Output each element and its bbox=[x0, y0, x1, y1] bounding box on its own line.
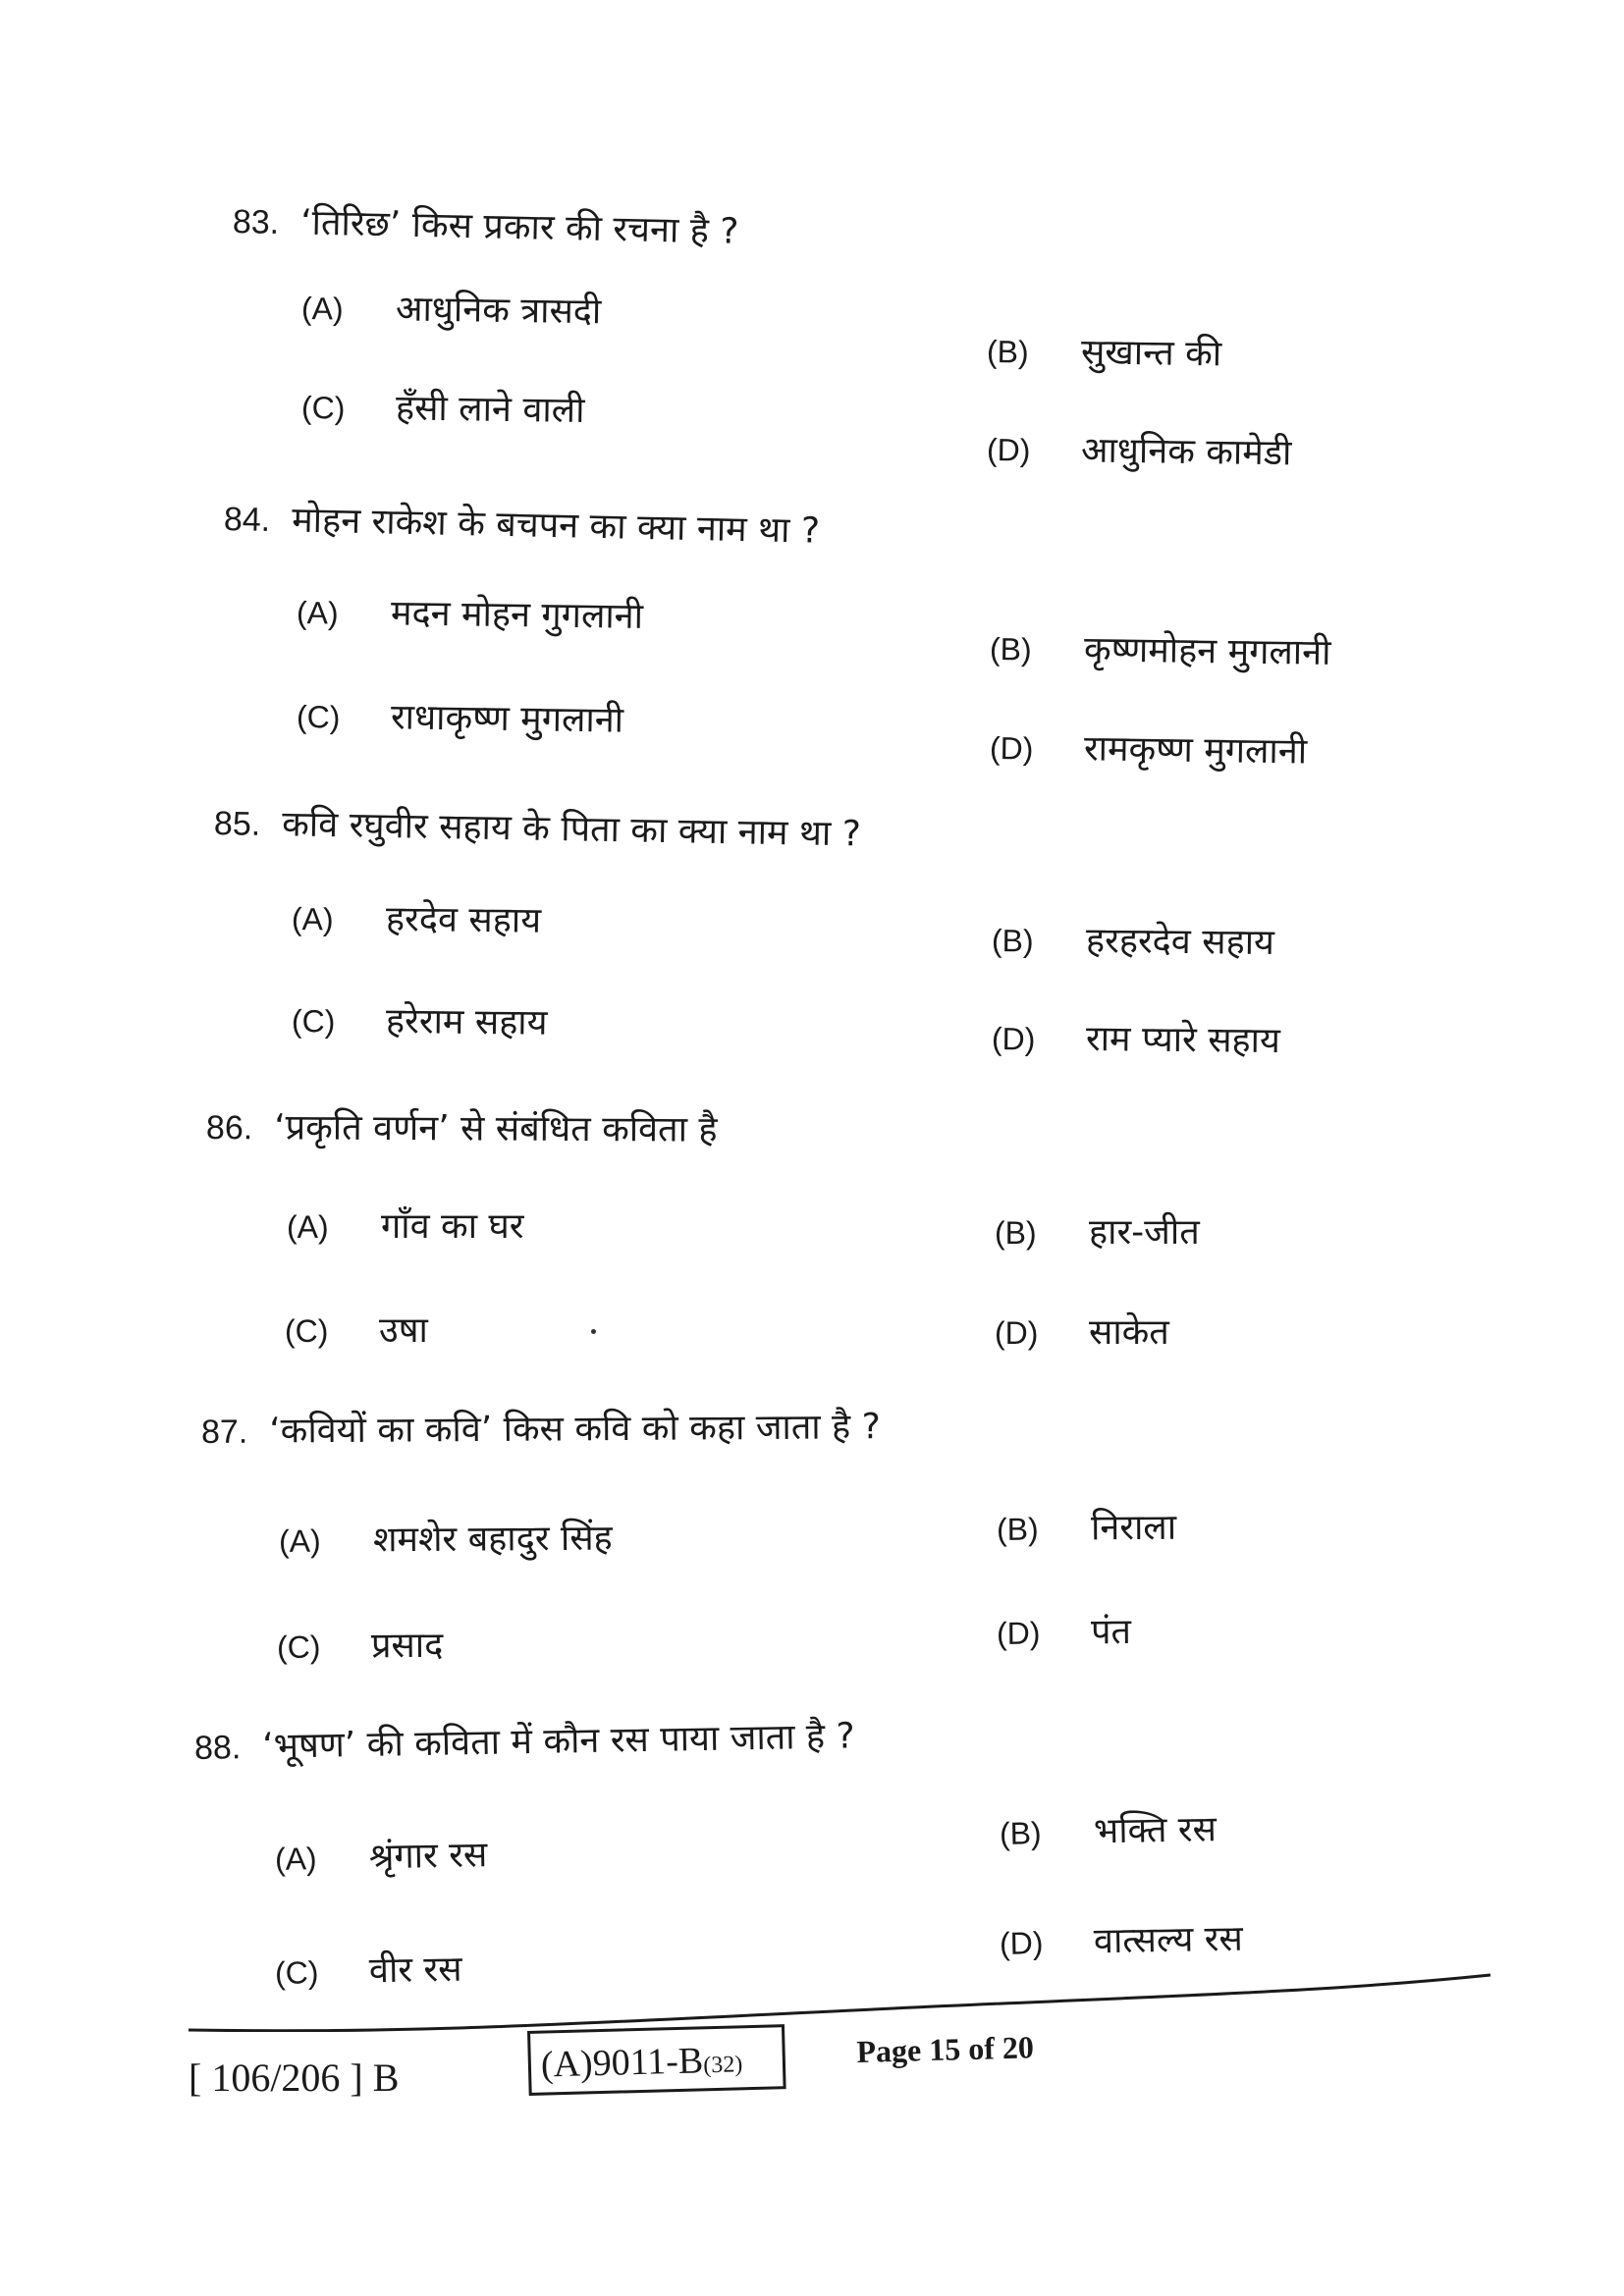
option-label: (B) bbox=[986, 334, 1029, 370]
option-text: हरेराम सहाय bbox=[385, 1001, 548, 1043]
option-text: आधुनिक कामेडी bbox=[1080, 430, 1292, 474]
booklet-code-sub: (32) bbox=[702, 2052, 743, 2079]
question-stem bbox=[194, 1716, 855, 1766]
option-text: मदन मोहन गुगलानी bbox=[390, 593, 644, 637]
option-text: गाँव का घर bbox=[381, 1206, 524, 1247]
booklet-code-box bbox=[527, 2024, 786, 2096]
question-text: कवि रघुवीर सहाय के पिता का क्या नाम था ? bbox=[281, 804, 862, 855]
question-number: 87. bbox=[200, 1413, 248, 1451]
option-label: (A) bbox=[300, 291, 344, 327]
option-text: वीर रस bbox=[368, 1949, 462, 1992]
question-text: ‘प्रकृति वर्णन’ से संबंधित कविता है bbox=[274, 1107, 718, 1150]
option-label: (A) bbox=[296, 595, 339, 631]
option-text: शमशेर बहादुर सिंह bbox=[372, 1518, 613, 1561]
option-a bbox=[292, 901, 541, 939]
option-text: श्रृंगार रस bbox=[368, 1835, 488, 1878]
option-c bbox=[300, 388, 585, 432]
option-text: पंत bbox=[1090, 1612, 1132, 1653]
option-label: (B) bbox=[996, 1511, 1039, 1547]
option-b bbox=[986, 332, 1222, 375]
option-text: हरहरदेव सहाय bbox=[1085, 921, 1275, 964]
option-label: (C) bbox=[276, 1629, 321, 1665]
option-text: उषा bbox=[379, 1310, 428, 1351]
option-label: (C) bbox=[285, 1313, 329, 1349]
option-label: (A) bbox=[278, 1522, 321, 1559]
option-d bbox=[986, 430, 1292, 474]
option-label: (B) bbox=[989, 631, 1032, 667]
option-b bbox=[990, 631, 1331, 671]
option-label: (B) bbox=[999, 1815, 1042, 1851]
option-label: (D) bbox=[999, 1925, 1044, 1961]
option-text: हरदेव सहाय bbox=[385, 899, 542, 941]
option-label: (C) bbox=[296, 699, 341, 735]
option-text: प्रसाद bbox=[370, 1625, 444, 1667]
booklet-code bbox=[540, 2038, 742, 2086]
option-text: आधुनिक त्रासदी bbox=[395, 289, 602, 333]
option-a bbox=[300, 289, 602, 333]
option-text: हार-जीत bbox=[1089, 1212, 1200, 1253]
option-a bbox=[297, 595, 643, 635]
option-text: रामकृष्ण मुगलानी bbox=[1083, 728, 1308, 773]
option-text: साकेत bbox=[1089, 1312, 1169, 1353]
option-label: (C) bbox=[291, 1003, 336, 1040]
option-label: (C) bbox=[300, 390, 346, 426]
question-number: 85. bbox=[213, 805, 261, 843]
option-label: (B) bbox=[991, 923, 1034, 959]
option-label: (D) bbox=[996, 1615, 1041, 1651]
option-d bbox=[996, 1612, 1132, 1653]
question-text: मोहन राकेश के बचपन का क्या नाम था ? bbox=[291, 500, 821, 552]
option-text: सुखान्त की bbox=[1080, 332, 1222, 375]
option-label: (D) bbox=[991, 1021, 1036, 1057]
question-number: 88. bbox=[193, 1729, 242, 1767]
option-label: (A) bbox=[274, 1841, 317, 1877]
question-number: 86. bbox=[205, 1109, 253, 1148]
option-c bbox=[297, 699, 624, 739]
option-c bbox=[276, 1625, 444, 1667]
option-text: निराला bbox=[1090, 1507, 1177, 1549]
question-stem bbox=[224, 499, 821, 550]
option-b bbox=[991, 921, 1275, 964]
option-text: राधाकृष्ण मुगलानी bbox=[390, 697, 624, 741]
option-b bbox=[995, 1212, 1200, 1253]
option-d bbox=[995, 1312, 1169, 1353]
option-text: कृष्णमोहन मुगलानी bbox=[1083, 629, 1331, 673]
footer-divider bbox=[187, 1973, 1492, 2032]
option-text: हँसी लाने वाली bbox=[395, 388, 585, 432]
question-number: 83. bbox=[232, 203, 280, 241]
option-d bbox=[991, 1019, 1281, 1062]
option-c bbox=[285, 1310, 428, 1351]
option-label: (B) bbox=[995, 1215, 1037, 1251]
question-stem bbox=[233, 201, 739, 250]
option-a bbox=[278, 1518, 613, 1561]
paper-code: [ 106/206 ] B bbox=[189, 2056, 400, 2100]
option-a bbox=[287, 1206, 524, 1247]
option-label: (D) bbox=[986, 432, 1031, 468]
scan-speck bbox=[591, 1329, 596, 1334]
question-stem bbox=[206, 1107, 718, 1148]
question-text: ‘कवियों का कवि’ किस कवि को कहा जाता है ? bbox=[269, 1407, 881, 1452]
option-c bbox=[292, 1003, 548, 1041]
question-text: ‘तिरिछ’ किस प्रकार की रचना है ? bbox=[299, 202, 739, 252]
option-label: (D) bbox=[995, 1315, 1039, 1351]
option-a bbox=[274, 1835, 488, 1878]
option-text: वात्सल्य रस bbox=[1093, 1918, 1244, 1962]
option-label: (C) bbox=[274, 1954, 319, 1991]
option-label: (A) bbox=[291, 901, 334, 937]
question-stem bbox=[201, 1407, 881, 1450]
question-number: 84. bbox=[223, 501, 271, 539]
option-label: (A) bbox=[287, 1209, 329, 1245]
option-d bbox=[990, 730, 1308, 771]
option-d bbox=[999, 1918, 1244, 1962]
booklet-code-main: (A)9011-B bbox=[540, 2040, 704, 2086]
option-text: राम प्यारे सहाय bbox=[1085, 1019, 1281, 1062]
question-stem bbox=[213, 803, 862, 855]
option-b bbox=[999, 1809, 1218, 1852]
question-text: ‘भूषण’ की कविता में कौन रस पाया जाता है ? bbox=[261, 1716, 855, 1767]
option-label: (D) bbox=[989, 730, 1034, 767]
option-text: भक्ति रस bbox=[1093, 1809, 1218, 1852]
option-b bbox=[996, 1507, 1177, 1549]
page-indicator: Page 15 of 20 bbox=[856, 2029, 1035, 2069]
